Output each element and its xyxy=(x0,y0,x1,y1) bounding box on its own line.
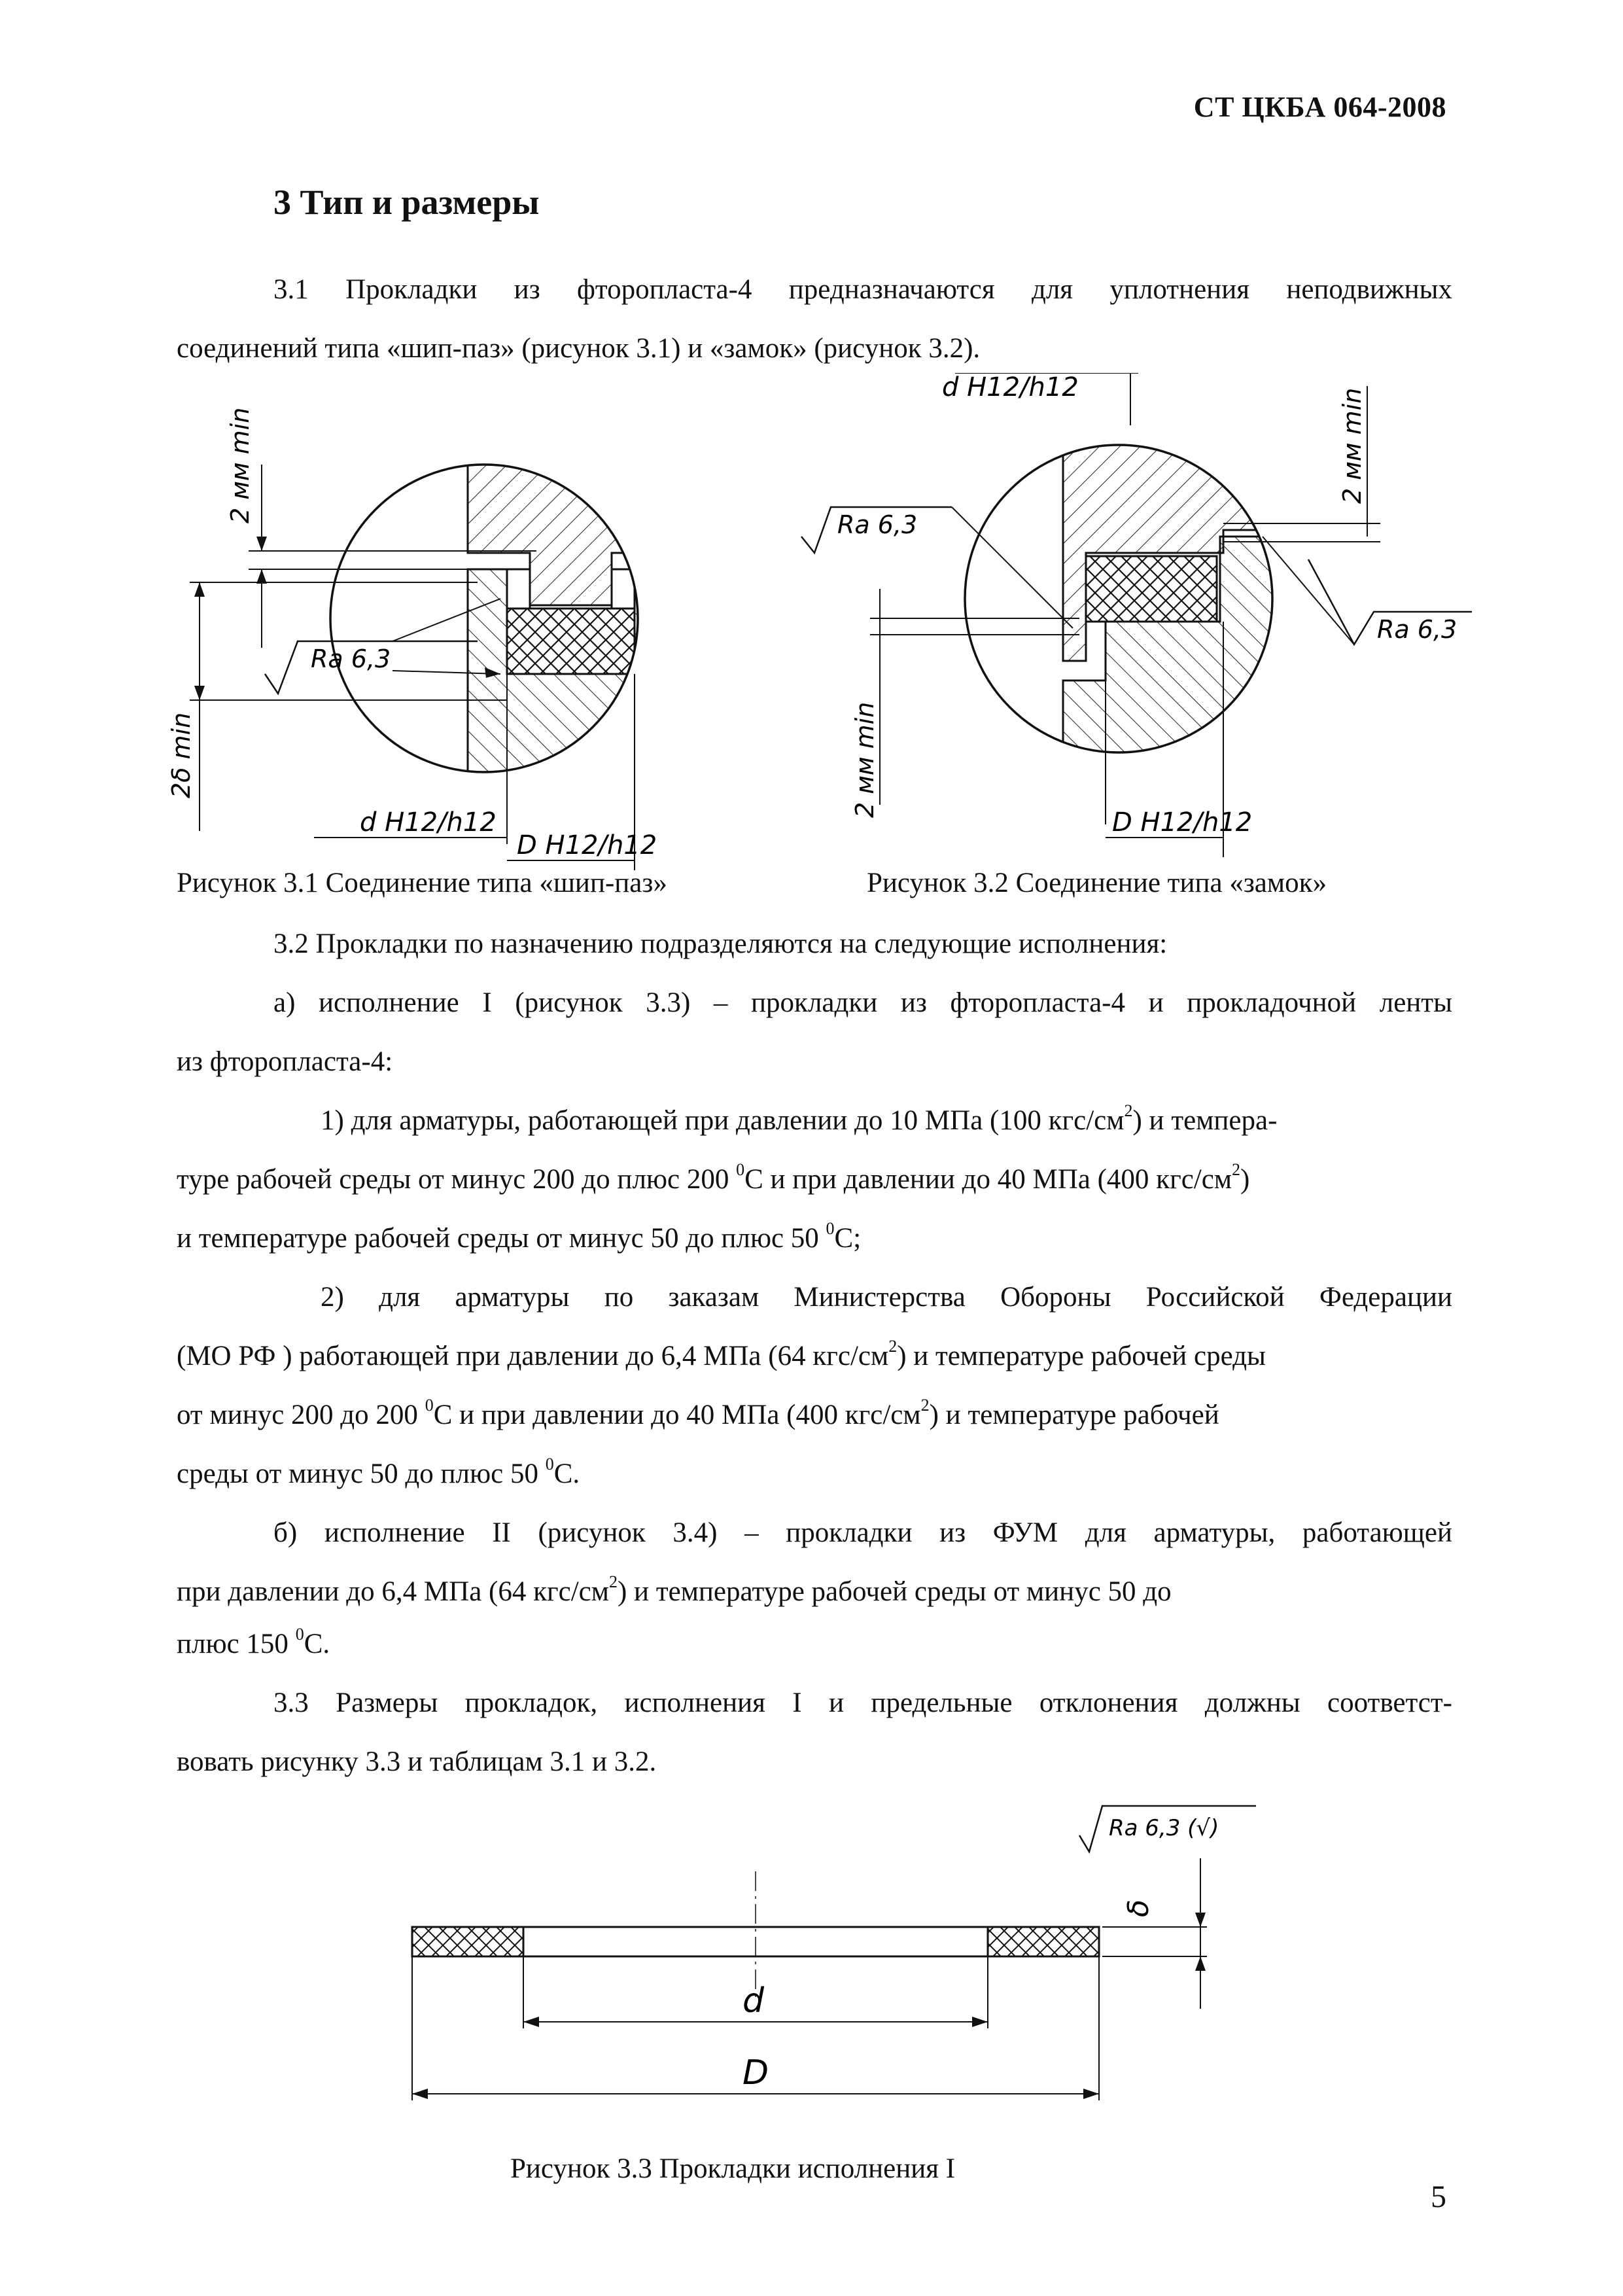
item-2-line-2: (МО РФ ) работающей при давлении до 6,4 МПа (64 кгс/$см^2$) и температуре рабочей среды xyxy=(177,1337,1266,1371)
paragraph-3-1-line-2: соединений типа «шип-паз» (рисунок 3.1) и «замок» (рисунок 3.2). xyxy=(177,333,981,364)
figure-3-1-caption: Рисунок 3.1 Соединение типа «шип-паз» xyxy=(177,868,667,898)
section-title: 3 Тип и размеры xyxy=(273,183,540,222)
figure-3-2-caption: Рисунок 3.2 Соединение типа «замок» xyxy=(867,868,1327,898)
dim-2mm-min-top: 2 мм min xyxy=(1338,387,1367,504)
item-b-line-2: при давлении до 6,4 МПа (64 кгс/$см^2$) и температуре рабочей среды от минус 50 до xyxy=(177,1572,1172,1607)
inner-diameter-label: d xyxy=(742,1981,765,2021)
item-a-line-2: из фторопласта-4: xyxy=(177,1046,393,1077)
figure-3-2-lock-joint xyxy=(765,373,1472,870)
item-1-line-1: 1) для арматуры, работающей при давлении до 10 МПа (100 кгс/$см^2$) и темпера- xyxy=(321,1101,1278,1136)
item-b-line-1: б) исполнение II (рисунок 3.4) – прокладки из ФУМ для арматуры, работающей xyxy=(273,1517,1452,1548)
fit-d-h12: d H12/h12 xyxy=(360,807,497,838)
paragraph-3-1-line-1: 3.1 Прокладки из фторопласта-4 предназначаются для уплотнения неподвижных xyxy=(273,274,1452,305)
gasket-section xyxy=(507,609,635,674)
item-2-line-1: 2) для арматуры по заказам Министерства Обороны Российской Федерации xyxy=(321,1282,1452,1313)
gasket-right-section xyxy=(988,1927,1099,1956)
outer-diameter-label: D xyxy=(742,2053,769,2093)
roughness-ra-right: Ra 6,3 xyxy=(1377,615,1457,644)
dim-2delta-min: 2δ min xyxy=(167,712,196,798)
roughness-ra-6-3: Ra 6,3 xyxy=(311,645,391,673)
fit-D-h12: D H12/h12 xyxy=(517,830,657,860)
figure-3-3-caption: Рисунок 3.3 Прокладки исполнения I xyxy=(510,2153,956,2184)
item-1-line-3: и температуре рабочей среды от минус 50 до плюс 50 $^0$С; xyxy=(177,1219,862,1254)
paragraph-3-2-intro: 3.2 Прокладки по назначению подразделяются на следующие исполнения: xyxy=(273,928,1168,959)
roughness-ra-general: Ra 6,3 (√) xyxy=(1109,1815,1219,1841)
document-code: СТ ЦКБА 064-2008 xyxy=(1193,91,1446,123)
item-2-line-4: среды от минус 50 до плюс 50 $^0$С. xyxy=(177,1455,580,1489)
fit-d-h12-lock: d H12/h12 xyxy=(942,373,1079,402)
item-2-line-3: от минус 200 до 200 $^0$С и при давлении до 40 МПа (400 кгс/$см^2$) и температуре рабочей xyxy=(177,1396,1219,1430)
item-1-line-2: туре рабочей среды от минус 200 до плюс 200 $^0$С и при давлении до 40 МПа (400 кгс/$см^2$) xyxy=(177,1160,1250,1195)
figure-3-3-gasket-type-1 xyxy=(393,1780,1308,2146)
page-number: 5 xyxy=(1431,2180,1446,2214)
dim-2mm-min-bottom: 2 мм min xyxy=(850,701,879,818)
fit-D-h12-lock: D H12/h12 xyxy=(1112,807,1253,838)
figure-3-1-tongue-groove-joint xyxy=(150,373,726,870)
roughness-ra-left: Ra 6,3 xyxy=(837,510,918,539)
dim-2mm-min: 2 мм min xyxy=(226,407,254,523)
item-a-line-1: а) исполнение I (рисунок 3.3) – прокладки из фторопласта-4 и прокладочной ленты xyxy=(273,987,1452,1018)
gasket-left-section xyxy=(412,1927,523,1956)
gasket-section-lock xyxy=(1086,556,1217,622)
paragraph-3-3-line-1: 3.3 Размеры прокладок, исполнения I и предельные отклонения должны соответст- xyxy=(273,1687,1452,1718)
item-b-line-3: плюс 150 $^0$С. xyxy=(177,1625,330,1659)
paragraph-3-3-line-2: вовать рисунку 3.3 и таблицам 3.1 и 3.2. xyxy=(177,1746,657,1777)
thickness-delta-label: δ xyxy=(1122,1899,1155,1917)
